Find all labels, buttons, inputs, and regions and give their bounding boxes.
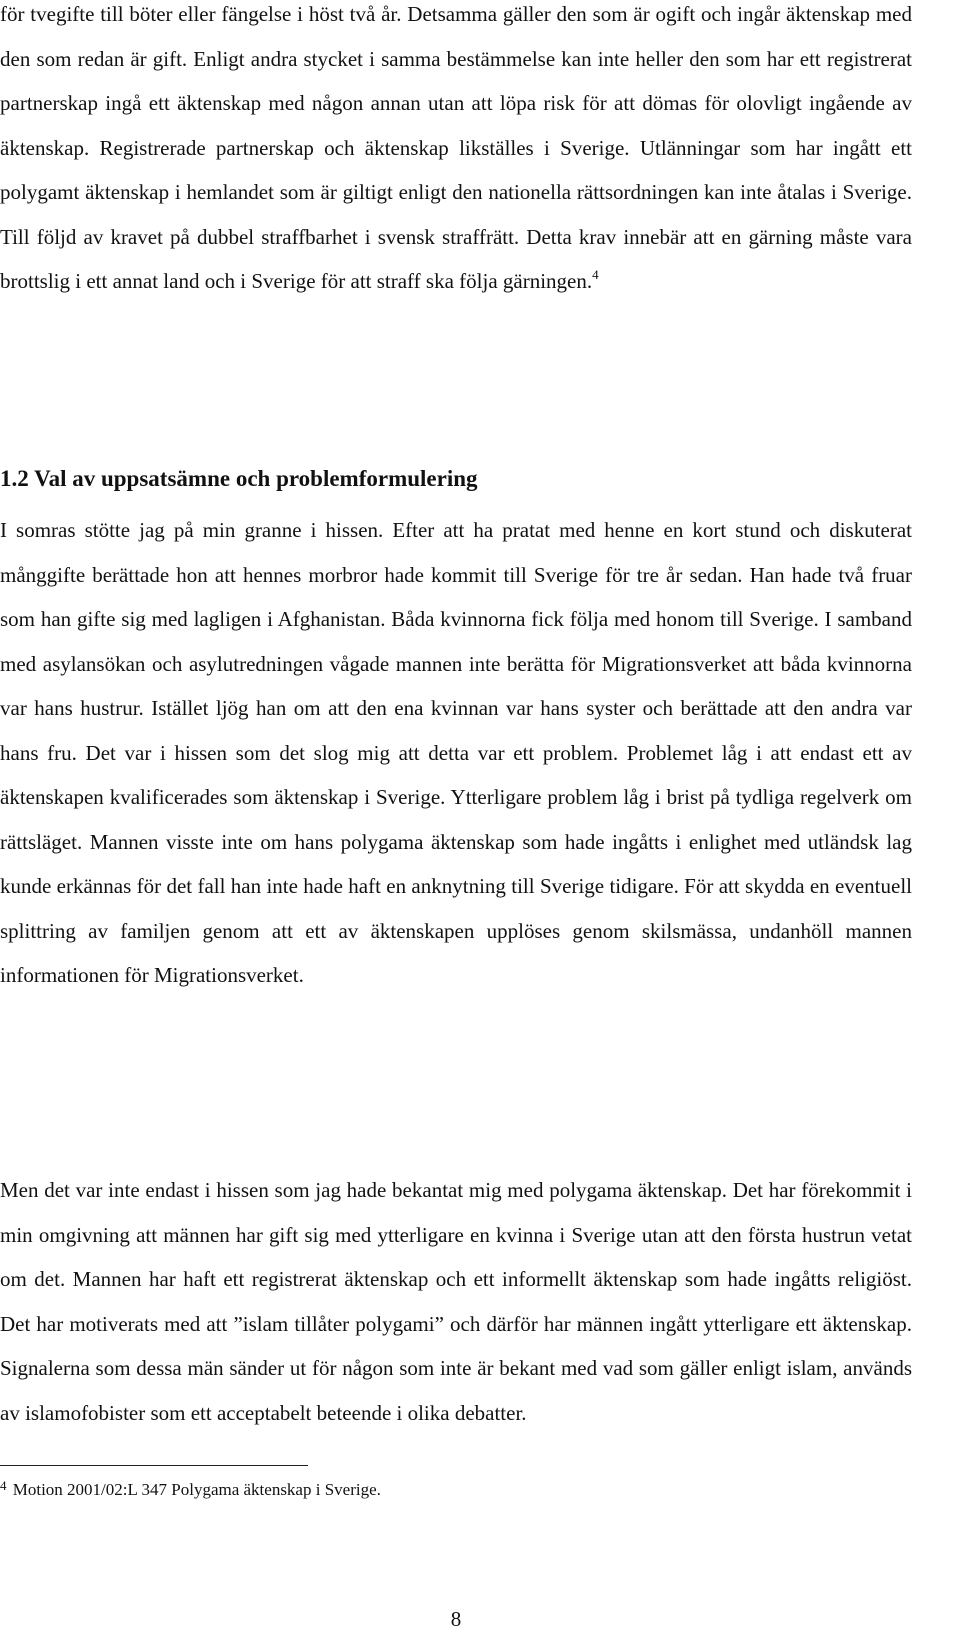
paragraph-text: för tvegifte till böter eller fängelse i höst två år. Detsamma gäller den som är ogift och ingår äktenskap med den som redan är gift. Enligt andra stycket i samma bestämmelse kan inte heller den som har ett registrerat partnerskap ingå ett äktenskap med någon annan utan att löpa risk för att dömas för olovligt ingående av äktenskap. Registrerade partnerskap och äktenskap likställes i Sverige. Utlänningar som har ingått ett polygamt äktenskap i hemlandet som är giltigt enligt den nationella rättsordningen kan inte åtalas i Sverige. Till följd av kravet på dubbel straffbarhet i svensk straffrätt. Detta krav innebär att en gärning måste vara brottslig i ett annat land och i Sverige för att straff ska följa gärningen. xyxy=(0,2,912,293)
footnote-text: Motion 2001/02:L 347 Polygama äktenskap i Sverige. xyxy=(12,1480,381,1499)
body-paragraph-top xyxy=(0,0,912,304)
footnote-mark: 4 xyxy=(0,1478,7,1493)
footnote xyxy=(0,1474,381,1502)
body-paragraph-low: Men det var inte endast i hissen som jag hade bekantat mig med polygama äktenskap. Det har förekommit i min omgivning att männen har gift sig med ytterligare en kvinna i Sverige utan att den första hustrun vetat om det. Mannen har haft ett registrerat äktenskap och ett informellt äktenskap som hade ingåtts religiöst. Det har motiverats med att ”islam tillåter polygami” och därför har männen ingått ytterligare ett äktenskap. Signalerna som dessa män sänder ut för någon som inte är bekant med vad som gäller enligt islam, används av islamofobister som ett acceptabelt beteende i olika debatter. xyxy=(0,1178,912,1425)
page-number: 8 xyxy=(450,1607,462,1631)
footnote-reference: 4 xyxy=(592,267,599,282)
section-heading: 1.2 Val av uppsatsämne och problemformulering xyxy=(0,466,478,491)
body-paragraph-mid: I somras stötte jag på min granne i hissen. Efter att ha pratat med henne en kort stund och diskuterat månggifte berättade hon att hennes morbror hade kommit till Sverige för tre år sedan. Han hade två fruar som han gifte sig med lagligen i Afghanistan. Båda kvinnorna fick följa med honom till Sverige. I samband med asylansökan och asylutredningen vågade mannen inte berätta för Migrationsverket att båda kvinnorna var hans hustrur. Istället ljög han om att den ena kvinnan var hans syster och berättade att den andra var hans fru. Det var i hissen som det slog mig att detta var ett problem. Problemet låg i att endast ett av äktenskapen kvalificerades som äktenskap i Sverige. Ytterligare problem låg i brist på tydliga regelverk om rättsläget. Mannen visste inte om hans polygama äktenskap som hade ingåtts i enlighet med utländsk lag kunde erkännas för det fall han inte hade haft en anknytning till Sverige tidigare. För att skydda en eventuell splittring av familjen genom att ett av äktenskapen upplöses genom skilsmässa, undanhöll mannen informationen för Migrationsverket. xyxy=(0,518,912,987)
footnote-separator xyxy=(0,1465,308,1466)
